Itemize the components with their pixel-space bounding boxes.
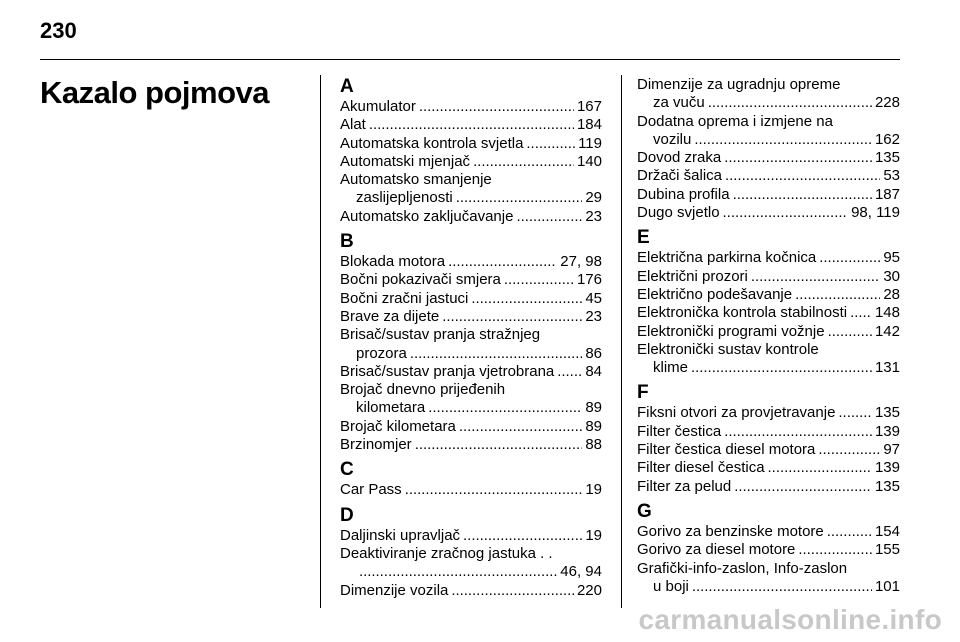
header-rule bbox=[40, 59, 900, 60]
index-entry bbox=[340, 253, 602, 271]
dot-leader bbox=[369, 116, 574, 134]
entry-pages: 97 bbox=[883, 441, 900, 459]
entry-term: Filter diesel čestica bbox=[637, 459, 765, 477]
dot-leader bbox=[473, 153, 574, 171]
entry-pages: 28 bbox=[883, 285, 900, 303]
entry-term-line: Automatsko smanjenje bbox=[340, 171, 492, 189]
index-entry bbox=[340, 208, 602, 226]
entry-term: Dubina profila bbox=[637, 185, 730, 203]
entry-term: Držači šalica bbox=[637, 167, 723, 185]
index-section bbox=[637, 382, 900, 495]
entry-term: klime bbox=[653, 359, 689, 377]
dot-leader bbox=[733, 186, 872, 204]
index-section bbox=[340, 505, 602, 600]
dot-leader bbox=[795, 286, 880, 304]
entry-pages: 19 bbox=[585, 481, 602, 499]
entry-term-line: Brisač/sustav pranja stražnjeg bbox=[340, 326, 541, 344]
entry-pages: 95 bbox=[883, 249, 900, 267]
dot-leader bbox=[828, 323, 872, 341]
entry-term: Elektronička kontrola stabilnosti bbox=[637, 304, 848, 322]
section-letter: F bbox=[637, 382, 649, 404]
index-entry bbox=[637, 204, 900, 222]
entry-term: u boji bbox=[653, 577, 689, 595]
index-entry bbox=[637, 423, 900, 441]
entry-pages: 45 bbox=[585, 289, 602, 307]
entry-term: Akumulator bbox=[340, 98, 416, 115]
index-entry bbox=[637, 478, 900, 496]
index-entry bbox=[340, 345, 602, 363]
dot-leader bbox=[448, 253, 557, 271]
index-entry bbox=[340, 116, 602, 134]
page-title: Kazalo pojmova bbox=[40, 75, 269, 110]
index-entry bbox=[637, 131, 900, 149]
entry-term-line: Brojač dnevno prijeđenih bbox=[340, 381, 506, 399]
index-entry bbox=[340, 418, 602, 436]
dot-leader bbox=[692, 578, 872, 596]
index-entry bbox=[637, 94, 900, 112]
index-entry bbox=[340, 153, 602, 171]
dot-leader bbox=[838, 404, 872, 422]
index-entry bbox=[637, 286, 900, 304]
entry-pages: 88 bbox=[585, 436, 602, 454]
index-section bbox=[637, 76, 900, 222]
entry-term: kilometara bbox=[356, 399, 426, 417]
dot-leader bbox=[798, 541, 872, 559]
dot-leader bbox=[428, 399, 582, 417]
index-entry bbox=[340, 98, 602, 116]
column-divider-left bbox=[320, 75, 321, 608]
dot-leader bbox=[516, 208, 582, 226]
index-entry bbox=[637, 268, 900, 286]
entry-term: Daljinski upravljač bbox=[340, 526, 461, 544]
index-section bbox=[340, 76, 602, 226]
entry-pages: 162 bbox=[874, 130, 900, 148]
entry-term: Brojač kilometara bbox=[340, 417, 456, 435]
section-letter: E bbox=[637, 227, 650, 249]
dot-leader bbox=[751, 268, 880, 286]
index-entry bbox=[340, 135, 602, 153]
dot-leader bbox=[557, 363, 582, 381]
entry-term: prozora bbox=[356, 344, 407, 362]
dot-leader bbox=[819, 249, 880, 267]
entry-term-line: Grafički-info-zaslon, Info-zaslon bbox=[637, 559, 848, 577]
entry-pages: 30 bbox=[883, 267, 900, 285]
index-column-1 bbox=[340, 76, 602, 600]
entry-pages: 176 bbox=[576, 271, 602, 289]
entry-term-line: Dimenzije za ugradnju opreme bbox=[637, 76, 841, 93]
index-entry bbox=[637, 541, 900, 559]
index-entry bbox=[637, 441, 900, 459]
entry-pages: 142 bbox=[874, 322, 900, 340]
dot-leader bbox=[850, 304, 872, 322]
entry-pages: 167 bbox=[576, 98, 602, 115]
entry-pages: 184 bbox=[576, 116, 602, 134]
entry-pages: 98, 119 bbox=[851, 204, 900, 222]
index-entry bbox=[340, 436, 602, 454]
index-entry bbox=[637, 359, 900, 377]
index-section bbox=[637, 227, 900, 377]
entry-pages: 119 bbox=[578, 134, 602, 152]
index-entry bbox=[340, 399, 602, 417]
watermark: carmanualsonline.info bbox=[638, 604, 942, 635]
entry-pages: 135 bbox=[874, 477, 900, 495]
dot-leader bbox=[405, 481, 583, 499]
dot-leader bbox=[471, 290, 582, 308]
entry-term: Električna parkirna kočnica bbox=[637, 249, 817, 267]
dot-leader bbox=[459, 418, 582, 436]
entry-pages: 29 bbox=[585, 189, 602, 207]
entry-term: Bočni zračni jastuci bbox=[340, 289, 469, 307]
entry-pages: 19 bbox=[585, 526, 602, 544]
index-entry bbox=[340, 527, 602, 545]
entry-pages: 139 bbox=[874, 459, 900, 477]
entry-term: Fiksni otvori za provjetravanje bbox=[637, 404, 836, 422]
dot-leader bbox=[359, 563, 557, 581]
dot-leader bbox=[723, 204, 849, 222]
index-entry bbox=[340, 563, 602, 581]
entry-term: Elektronički programi vožnje bbox=[637, 322, 825, 340]
index-entry bbox=[340, 290, 602, 308]
entry-pages: 84 bbox=[585, 362, 602, 380]
dot-leader bbox=[724, 149, 872, 167]
entry-pages: 101 bbox=[874, 577, 900, 595]
entry-term: za vuču bbox=[653, 94, 705, 112]
dot-leader bbox=[724, 423, 872, 441]
entry-pages: 23 bbox=[585, 207, 602, 225]
index-section bbox=[637, 501, 900, 596]
entry-pages: 228 bbox=[874, 94, 900, 112]
entry-term: Blokada motora bbox=[340, 253, 446, 271]
entry-term-line: Dodatna oprema i izmjene na bbox=[637, 112, 833, 130]
dot-leader bbox=[691, 359, 872, 377]
entry-term: Dovod zraka bbox=[637, 149, 722, 167]
entry-term: vozilu bbox=[653, 130, 692, 148]
entry-pages: 135 bbox=[874, 404, 900, 422]
entry-pages: 27, 98 bbox=[560, 253, 602, 271]
dot-leader bbox=[725, 167, 880, 185]
section-letter: C bbox=[340, 459, 354, 481]
dot-leader bbox=[410, 345, 582, 363]
section-letter: B bbox=[340, 231, 354, 253]
index-entry bbox=[637, 578, 900, 596]
entry-pages: 220 bbox=[576, 581, 602, 599]
entry-pages: 187 bbox=[874, 185, 900, 203]
entry-pages: 154 bbox=[874, 522, 900, 540]
entry-term: Filter čestica bbox=[637, 422, 722, 440]
entry-term: Brisač/sustav pranja vjetrobrana bbox=[340, 362, 555, 380]
entry-pages: 86 bbox=[585, 344, 602, 362]
index-entry bbox=[637, 167, 900, 185]
entry-term: Gorivo za benzinske motore bbox=[637, 522, 824, 540]
dot-leader bbox=[463, 527, 582, 545]
dot-leader bbox=[827, 523, 872, 541]
entry-term: Filter za pelud bbox=[637, 477, 732, 495]
index-entry bbox=[637, 404, 900, 422]
dot-leader bbox=[734, 478, 872, 496]
dot-leader bbox=[694, 131, 872, 149]
entry-term: Automatska kontrola svjetla bbox=[340, 134, 524, 152]
entry-pages: 23 bbox=[585, 307, 602, 325]
dot-leader bbox=[415, 436, 583, 454]
entry-term-line: Deaktiviranje zračnog jastuka . . bbox=[340, 544, 553, 562]
index-entry bbox=[637, 323, 900, 341]
entry-pages: 53 bbox=[883, 167, 900, 185]
entry-term: Dugo svjetlo bbox=[637, 204, 720, 222]
dot-leader bbox=[456, 189, 583, 207]
page-number: 230 bbox=[40, 18, 77, 43]
entry-term: Gorivo za diesel motore bbox=[637, 541, 796, 559]
index-entry bbox=[340, 271, 602, 289]
entry-pages: 89 bbox=[585, 417, 602, 435]
dot-leader bbox=[451, 582, 574, 600]
entry-pages: 155 bbox=[874, 541, 900, 559]
index-entry bbox=[637, 186, 900, 204]
dot-leader bbox=[818, 441, 880, 459]
dot-leader bbox=[442, 308, 582, 326]
entry-pages: 46, 94 bbox=[560, 563, 602, 581]
entry-term: Brzinomjer bbox=[340, 436, 412, 454]
dot-leader bbox=[708, 94, 872, 112]
entry-term: Automatsko zaključavanje bbox=[340, 207, 514, 225]
index-entry bbox=[340, 481, 602, 499]
section-letter: G bbox=[637, 500, 652, 522]
entry-term: Alat bbox=[340, 116, 366, 134]
index-entry bbox=[637, 304, 900, 322]
dot-leader bbox=[526, 135, 575, 153]
index-entry bbox=[340, 308, 602, 326]
entry-pages: 131 bbox=[874, 359, 900, 377]
entry-term: Električni prozori bbox=[637, 267, 748, 285]
entry-term: Brave za dijete bbox=[340, 307, 440, 325]
index-section bbox=[340, 459, 602, 499]
entry-pages: 148 bbox=[874, 304, 900, 322]
entry-term: Električno podešavanje bbox=[637, 285, 793, 303]
index-entry bbox=[637, 523, 900, 541]
dot-leader bbox=[504, 271, 574, 289]
dot-leader bbox=[419, 98, 574, 116]
entry-term-line: Elektronički sustav kontrole bbox=[637, 340, 819, 358]
entry-pages: 139 bbox=[874, 422, 900, 440]
entry-pages: 89 bbox=[585, 399, 602, 417]
index-entry bbox=[340, 189, 602, 207]
column-divider-right bbox=[621, 75, 622, 608]
index-entry bbox=[637, 249, 900, 267]
entry-term: Bočni pokazivači smjera bbox=[340, 271, 501, 289]
entry-term: Automatski mjenjač bbox=[340, 152, 471, 170]
entry-pages: 135 bbox=[874, 149, 900, 167]
section-letter: D bbox=[340, 504, 354, 526]
dot-leader bbox=[768, 459, 872, 477]
entry-term: Dimenzije vozila bbox=[340, 581, 449, 599]
index-column-2 bbox=[637, 76, 900, 596]
index-entry bbox=[637, 459, 900, 477]
entry-term: zaslijepljenosti bbox=[356, 189, 453, 207]
index-entry bbox=[340, 363, 602, 381]
entry-term: Car Pass bbox=[340, 481, 402, 499]
index-section bbox=[340, 231, 602, 454]
entry-term: Filter čestica diesel motora bbox=[637, 441, 816, 459]
entry-pages: 140 bbox=[576, 152, 602, 170]
section-letter: A bbox=[340, 76, 354, 97]
index-entry bbox=[340, 582, 602, 600]
index-entry bbox=[637, 149, 900, 167]
